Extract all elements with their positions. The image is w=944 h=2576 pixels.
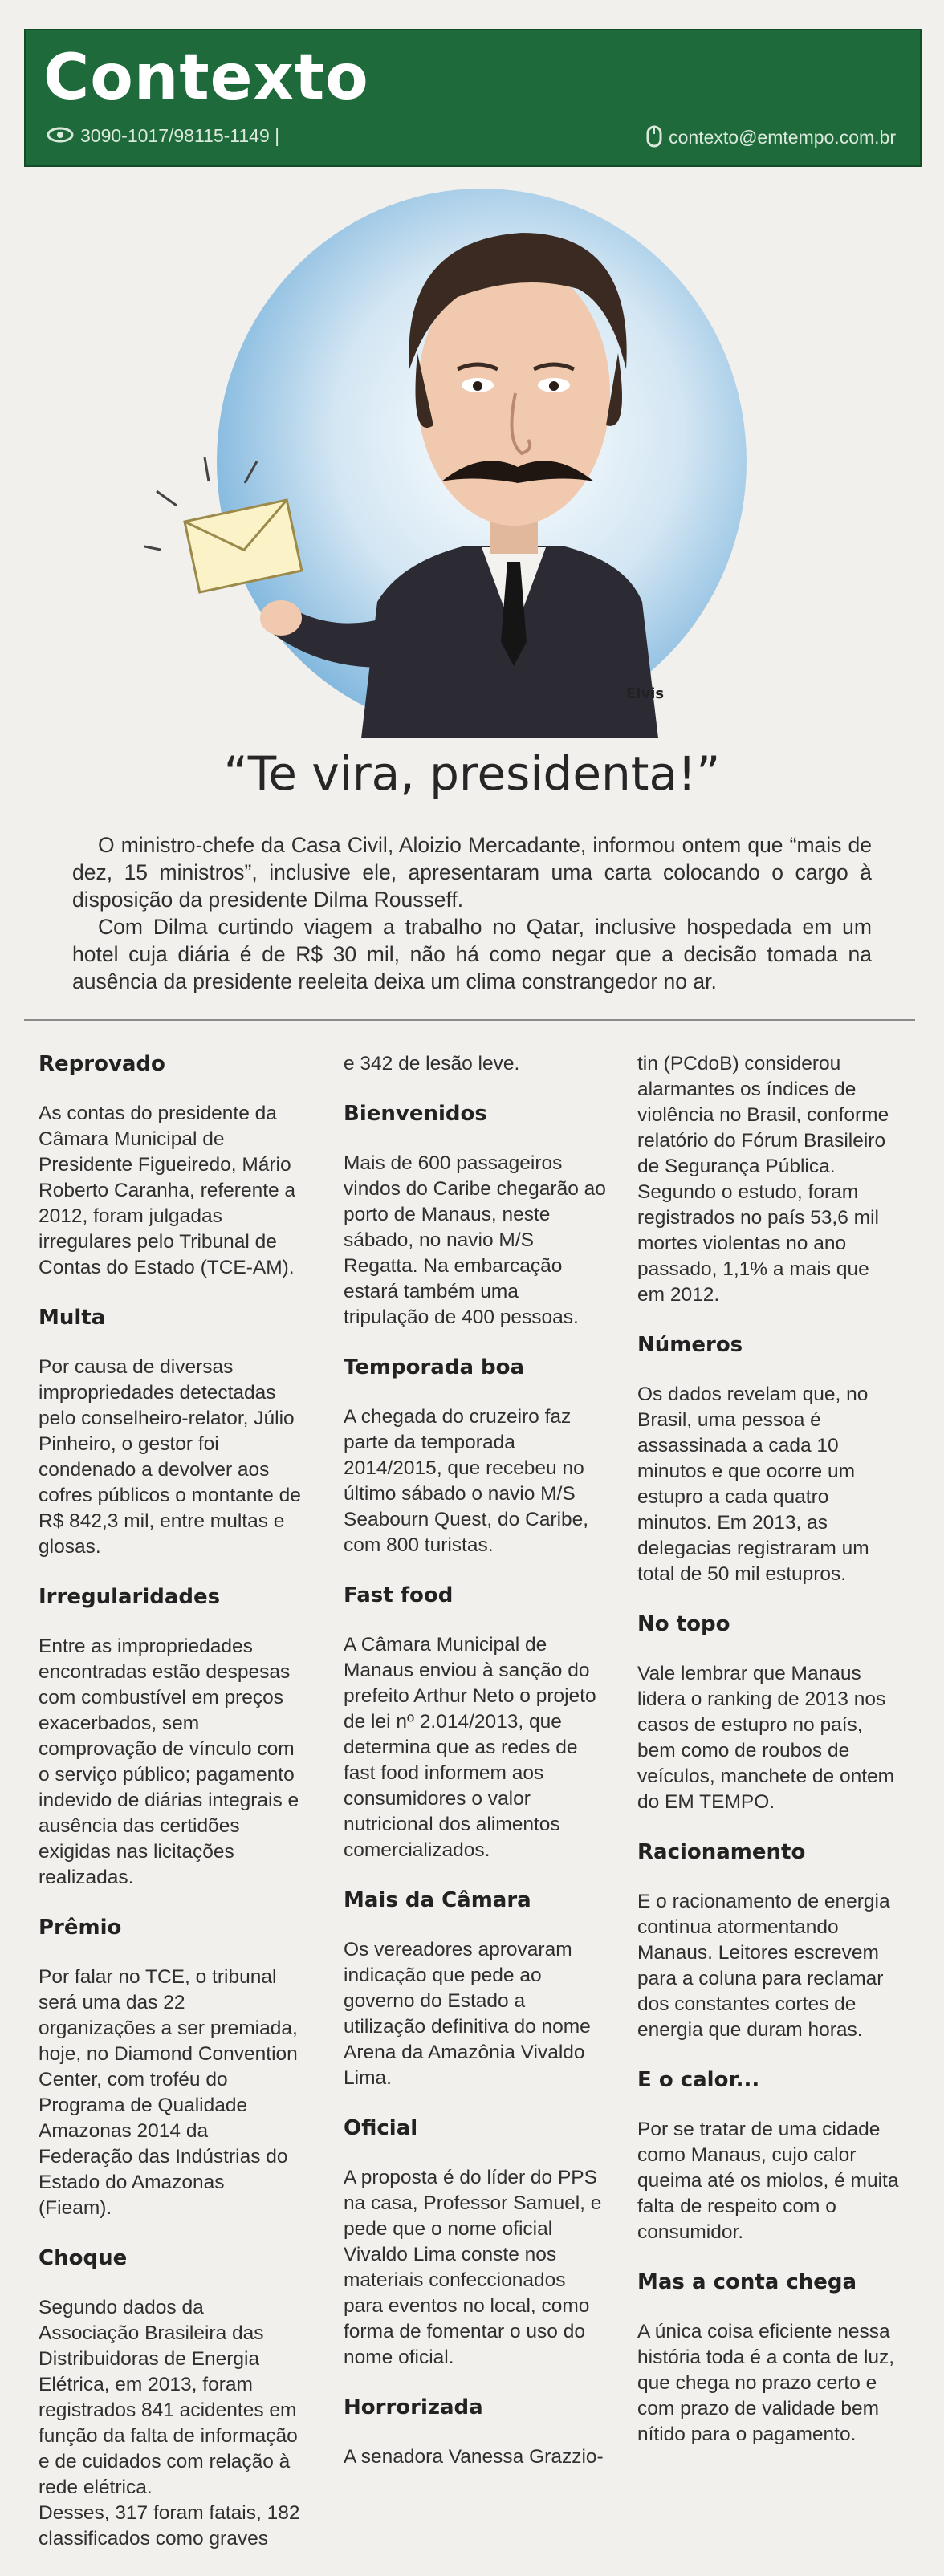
note-title: No topo — [637, 1612, 730, 1636]
note-text: Desses, 317 foram fatais, 182 classificados como graves — [39, 2502, 300, 2550]
note-text: A senadora Vanessa Grazzio- — [344, 2446, 604, 2468]
divider — [24, 1019, 915, 1021]
note-text: A Câmara Municipal de Manaus enviou à sanção do prefeito Arthur Neto o projeto de lei nº 2.014/2013, que determina que as redes de fast food informem aos consumidores o valor nutricional dos alimentos comercializados. — [344, 1634, 596, 1861]
phone-number: 3090-1017/98115-1149 | — [80, 125, 280, 146]
note-text: A chegada do cruzeiro faz parte da temporada 2014/2015, que recebeu no último sábado o navio M/S Seabourn Quest, do Caribe, com 800 turistas. — [344, 1406, 589, 1556]
column-2 — [344, 1051, 607, 2494]
note-title: Multa — [39, 1306, 106, 1330]
headline: “Te vira, presidenta!” — [223, 746, 721, 801]
note-title: Temporada boa — [344, 1355, 525, 1379]
mouse-icon — [646, 125, 662, 152]
intro-paragraph: Com Dilma curtindo viagem a trabalho no Qatar, inclusive hospedada em um hotel cuja diária é de R$ 30 mil, não há como negar que a decisão tomada na ausência da presidente reeleita deixa um clima constrangedor no ar. — [72, 915, 872, 993]
note-title: Horrorizada — [344, 2395, 483, 2420]
note-text: Por se tratar de uma cidade como Manaus, cujo calor queima até os miolos, é muita falta de respeito com o consumidor. — [637, 2119, 899, 2243]
note-text: e 342 de lesão leve. — [344, 1053, 520, 1075]
note-title: Fast food — [344, 1583, 454, 1607]
column-3 — [637, 1051, 901, 2472]
note-text: Mais de 600 passageiros vindos do Caribe chegarão ao porto de Manaus, neste sábado, no navio M/S Regatta. Na embarcação estará também uma tripulação de 400 pessoas. — [344, 1152, 606, 1328]
email-contact — [646, 125, 896, 152]
note-text: Os dados revelam que, no Brasil, uma pessoa é assassinada a cada 10 minutos e que ocorre um estupro a cada quatro minutos. Em 2013, as delegacias registraram um total de 50 mil estupros. — [637, 1383, 869, 1585]
note-title: Bienvenidos — [344, 1102, 487, 1126]
section-title: Contexto — [43, 42, 369, 114]
note-title: Reprovado — [39, 1052, 165, 1076]
note-title: Mais da Câmara — [344, 1888, 531, 1912]
note-title: E o calor... — [637, 2068, 760, 2092]
note-text: Vale lembrar que Manaus lidera o ranking de 2013 nos casos de estupro no país, bem como de roubos de veículos, manchete de ontem do EM TEMPO. — [637, 1663, 895, 1813]
note-text: E o racionamento de energia continua atormentando Manaus. Leitores escrevem para a coluna para reclamar dos constantes cortes de energia que duram horas. — [637, 1891, 890, 2041]
intro — [72, 831, 872, 995]
section-header — [24, 29, 922, 167]
note-title: Oficial — [344, 2116, 418, 2140]
caricature-illustration — [144, 185, 800, 738]
note-title: Números — [637, 1333, 743, 1357]
note-text: A única coisa eficiente nessa história toda é a conta de luz, que chega no prazo certo e com prazo de validade bem nítido para o pagamento. — [637, 2321, 895, 2445]
note-text: Segundo dados da Associação Brasileira das Distribuidoras de Energia Elétrica, em 2013, foram registrados 841 acidentes em função da falta de informação e de cuidados com relação à rede elétrica. — [39, 2297, 298, 2498]
note-text: tin (PCdoB) considerou alarmantes os índices de violência no Brasil, conforme relatório do Fórum Brasileiro de Segurança Pública. — [637, 1053, 889, 1177]
cartoon-signature: Elvis — [626, 685, 665, 702]
note-title: Irregularidades — [39, 1585, 221, 1609]
note-title: Racionamento — [637, 1840, 806, 1864]
note-title: Choque — [39, 2246, 128, 2270]
note-text: Entre as impropriedades encontradas estão despesas com combustível em preços exacerbados, sem comprovação de vínculo com o serviço público; pagamento indevido de diárias integrais e ausência das certidões exigidas nas licitações realizadas. — [39, 1635, 299, 1888]
note-text: As contas do presidente da Câmara Municipal de Presidente Figueiredo, Mário Roberto Caranha, referente a 2012, foram julgadas irregulares pelo Tribunal de Contas do Estado (TCE-AM). — [39, 1103, 296, 1278]
note-text: Por causa de diversas impropriedades detectadas pelo conselheiro-relator, Júlio Pinheiro, o gestor foi condenado a devolver aos cofres públicos o montante de R$ 842,3 mil, entre multas e glosas. — [39, 1356, 301, 1558]
note-title: Mas a conta chega — [637, 2270, 857, 2294]
note-text: Por falar no TCE, o tribunal será uma das 22 organizações a ser premiada, hoje, no Diamond Convention Center, com troféu do Programa de Qualidade Amazonas 2014 da Federação das Indústrias do Estado do Amazonas (Fieam). — [39, 1966, 298, 2219]
note-text: Os vereadores aprovaram indicação que pede ao governo do Estado a utilização definitiva do nome Arena da Amazônia Vivaldo Lima. — [344, 1939, 591, 2089]
column-1 — [39, 1051, 302, 2576]
note-text: A proposta é do líder do PPS na casa, Professor Samuel, e pede que o nome oficial Vivaldo Lima conste nos materiais confeccionados para eventos no local, como forma de fomentar o uso do nome oficial. — [344, 2167, 602, 2368]
intro-paragraph: O ministro-chefe da Casa Civil, Aloizio Mercadante, informou ontem que “mais de dez, 15 ministros”, inclusive ele, apresentaram uma carta colocando o cargo à disposição da presidente Dilma Rousseff. — [72, 833, 872, 912]
email-address[interactable]: contexto@emtempo.com.br — [669, 127, 896, 148]
note-text: Segundo o estudo, foram registrados no país 53,6 mil mortes violentas no ano passado, 1,1% a mais que em 2012. — [637, 1181, 879, 1306]
phone-contact — [47, 125, 279, 148]
phone-icon — [47, 126, 74, 148]
note-title: Prêmio — [39, 1916, 122, 1940]
